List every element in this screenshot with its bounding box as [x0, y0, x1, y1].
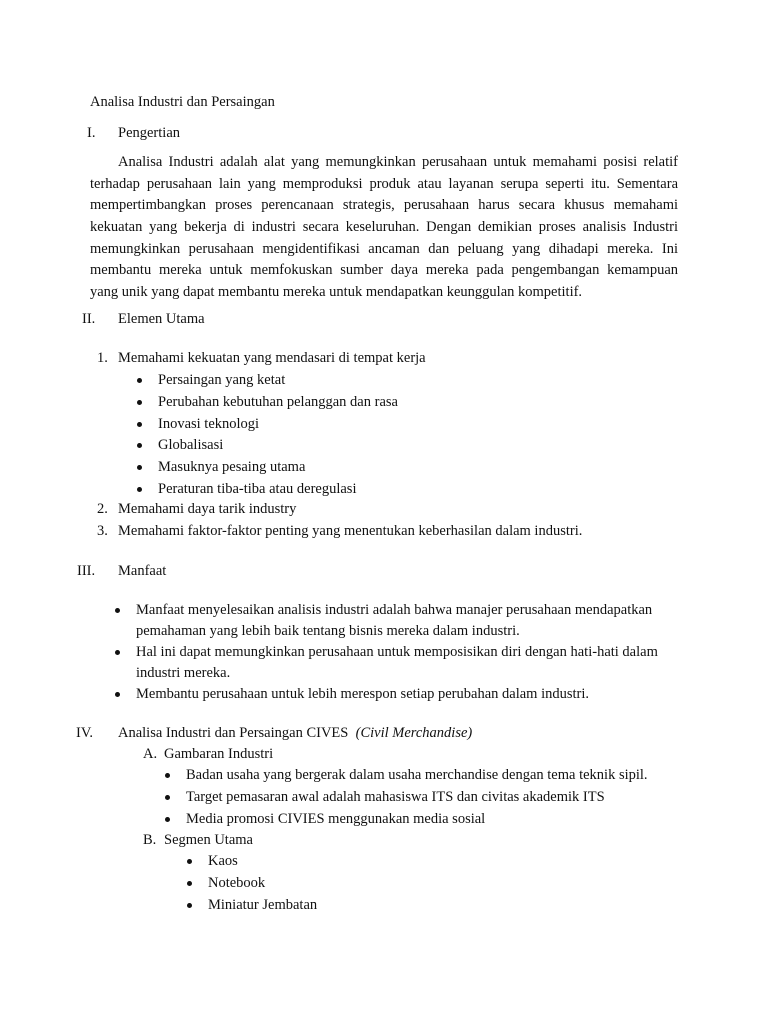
bullet-item: Badan usaha yang bergerak dalam usaha merchandise dengan tema teknik sipil.	[186, 767, 648, 783]
bullet-icon	[115, 650, 120, 655]
section-2-heading: Elemen Utama	[118, 311, 205, 327]
paragraph-line: terhadap perusahaan lain yang memproduksi produk atau layanan serupa seperti itu. Sementara	[90, 175, 678, 192]
bullet-item: Miniatur Jembatan	[208, 897, 318, 913]
section-1-number: I.	[87, 125, 96, 141]
paragraph-line: yang unik yang dapat membantu mereka untuk mendapatkan keunggulan kompetitif.	[90, 284, 583, 301]
bullet-item-continued: industri mereka.	[136, 665, 231, 681]
section-4-heading-text: Analisa Industri dan Persaingan CIVES	[118, 725, 349, 741]
bullet-item: Hal ini dapat memungkinkan perusahaan untuk memposisikan diri dengan hati-hati dalam	[136, 644, 658, 660]
bullet-item: Target pemasaran awal adalah mahasiswa ITS dan civitas akademik ITS	[186, 789, 605, 805]
section-4-heading-italic: (Civil Merchandise)	[355, 725, 473, 741]
bullet-icon	[115, 608, 120, 613]
bullet-item: Inovasi teknologi	[158, 416, 260, 432]
list-item: Memahami kekuatan yang mendasari di tempat kerja	[118, 350, 426, 366]
subsection-a-letter: A.	[143, 746, 158, 762]
bullet-item: Membantu perusahaan untuk lebih merespon setiap perubahan dalam industri.	[136, 686, 589, 702]
section-1-paragraph	[90, 152, 678, 304]
paragraph-line: Analisa Industri adalah alat yang memungkinkan perusahaan untuk memahami posisi relatif	[118, 154, 678, 170]
paragraph-line: memungkinkan perusahaan mengidentifikasi ancaman dan peluang yang dihadapi mereka. Ini	[90, 240, 678, 257]
bullet-icon	[137, 400, 142, 405]
bullet-icon	[165, 795, 170, 800]
list-number: 3.	[97, 523, 108, 539]
section-2-number: II.	[82, 311, 96, 327]
bullet-icon	[137, 443, 142, 448]
list-number: 1.	[97, 350, 108, 366]
section-3-heading: Manfaat	[118, 563, 167, 579]
section-1-heading: Pengertian	[118, 125, 181, 141]
bullet-item: Persaingan yang ketat	[158, 372, 286, 388]
list-number: 2.	[97, 501, 108, 517]
bullet-icon	[115, 692, 120, 697]
bullet-item: Media promosi CIVIES menggunakan media sosial	[186, 811, 486, 827]
paragraph-line: mempertimbangkan proses perencanaan strategis, perusahaan harus secara khusus memahami	[90, 197, 678, 214]
bullet-icon	[187, 903, 192, 908]
bullet-icon	[137, 465, 142, 470]
bullet-item: Kaos	[208, 853, 238, 869]
bullet-icon	[137, 422, 142, 427]
bullet-icon	[137, 378, 142, 383]
bullet-icon	[187, 859, 192, 864]
bullet-icon	[165, 817, 170, 822]
section-4-number: IV.	[76, 725, 94, 741]
list-item: Memahami faktor-faktor penting yang menentukan keberhasilan dalam industri.	[118, 523, 583, 539]
list-item: Memahami daya tarik industry	[118, 501, 297, 517]
subsection-b-letter: B.	[143, 832, 157, 848]
paragraph-line: membantu mereka untuk memfokuskan sumber daya mereka pada pengembangan kemampuan	[90, 262, 678, 279]
section-3-number: III.	[77, 563, 96, 579]
bullet-item: Masuknya pesaing utama	[158, 459, 306, 475]
bullet-item: Perubahan kebutuhan pelanggan dan rasa	[158, 394, 398, 410]
section-4-heading	[118, 724, 472, 742]
bullet-item: Peraturan tiba-tiba atau deregulasi	[158, 481, 357, 497]
paragraph-line: kekuatan yang bekerja di industri secara keseluruhan. Dengan demikian proses analisis Industri	[90, 219, 678, 236]
bullet-icon	[165, 773, 170, 778]
bullet-icon	[137, 487, 142, 492]
bullet-item: Manfaat menyelesaikan analisis industri adalah bahwa manajer perusahaan mendapatkan	[136, 602, 653, 618]
subsection-b-heading: Segmen Utama	[164, 832, 253, 848]
bullet-icon	[187, 881, 192, 886]
subsection-a-heading: Gambaran Industri	[164, 746, 274, 762]
bullet-item: Globalisasi	[158, 437, 224, 453]
bullet-item-continued: pemahaman yang lebih baik tentang bisnis mereka dalam industri.	[136, 623, 520, 639]
document-title: Analisa Industri dan Persaingan	[90, 94, 275, 110]
bullet-item: Notebook	[208, 875, 266, 891]
